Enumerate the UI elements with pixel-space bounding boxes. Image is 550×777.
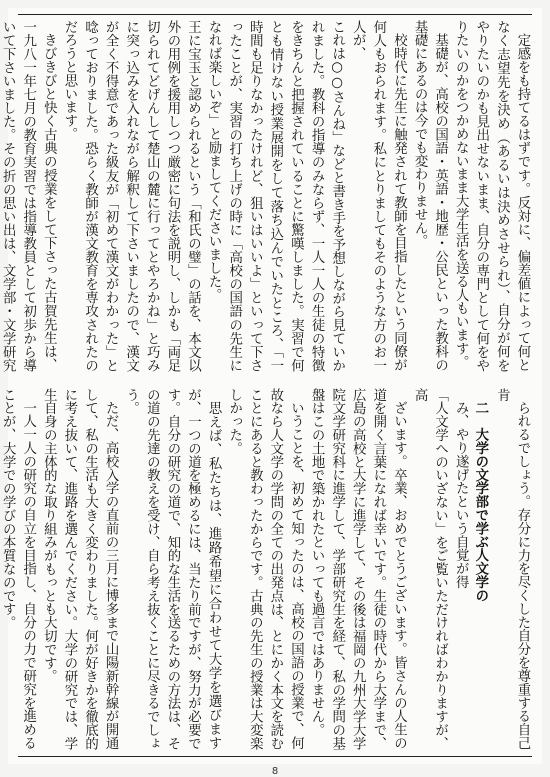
- lower-text-band: [0, 388, 532, 750]
- bottom-rule: [18, 756, 532, 757]
- paragraph: これは○○さんね」などと書き手を予想しながら見ていかれました。教科の指導のみならず、一人一人の生徒の特徴をきちんと把握されていることに驚嘆しました。実習で何とも情けない授業展開をして落ち込んでいたところ、「一時間も足りなかったけれど、狙いはいいよ」といって下さったことが、実習の打ち上げの時に「高校の国語の先生になれば楽しいぞ」と励ましてくださいました。: [206, 20, 345, 372]
- page-number: 8: [271, 766, 279, 777]
- paragraph: 一人一人の研究の自立を目指し、自分の力で研究を進めることが、大学での学びの本質なのです。: [0, 388, 36, 750]
- paragraph: 校時代に先生に触発されて教師を目指したという同僚が何人もおられます。私にとりましてもそのような方のお一人が、: [350, 20, 407, 372]
- paragraph: 「人文学へのいざない」をご覧いただければわかりますが、高: [412, 388, 448, 750]
- paragraph: 定感をも持てるはずです。反対に、偏差値によって何となく志望先を決め（あるいは決めさせられ）、自分が何をやりたいのかも見出せないまま、自分の専門として何をやりたいのかをつかめないまま大学生活を送る人もいます。: [453, 20, 530, 372]
- paragraph: ざいます。卒業、おめでとうございます。皆さんの人生の道を開く言葉になれば幸いです。生徒の時代から大学まで、広島の高校と大学に進学して、その後は福岡の九州大学大学院文学研究科に進学して、学部研究生を経て、私の学問の基盤はこの土地で築かれたといっても過言ではありません。: [309, 388, 407, 750]
- paragraph: 思えば、私たちは、進路希望に合わせて大学を選びますが、一つの道を極めるには、当たり前ですが、努力が必要です。自分の研究の道で、知的な生活を送るための方法は、その道の先達の教えを受け、自ら考え抜くことに尽きるでしょう。: [123, 388, 222, 750]
- paragraph: ただ、高校入学の直前の三月に博多まで山陽新幹線が開通して、私の生活も大きく変わりました。何が好きかを徹底的に考え抜いて、進路を選んでください。大学の研究では、学生自身の主体的な取り組みがもっとも大切です。: [41, 388, 119, 750]
- paragraph: きびきびと快く古典の授業をして下さった古賀先生は、一九八一年七月の教育実習では指導教員として初歩から導いて下さいました。その折の思い出は、文学部・文学研究: [0, 20, 57, 372]
- document-page: [0, 8, 542, 764]
- upper-text-band: [0, 20, 532, 372]
- paragraph: 基礎が、高校の国語・英語・地歴・公民といった教科の基礎にあるのは今でも変わりません。: [412, 20, 448, 372]
- section-heading: 二 大学の文学部で学ぶ人文学の: [472, 401, 489, 603]
- top-rule: [18, 14, 532, 15]
- paragraph: られるでしょう。存分に力を尽くした自分を尊重する自己肯: [494, 388, 530, 750]
- paragraph: み、やり遂げたという自覚が得: [453, 401, 469, 589]
- paragraph: 王に宝玉と認められるという「和氏の璧」の話を、本文以外の用例を援用しつつ厳密に句法を説明し、しかも「両足切られてどげんして楚山の麓に行ってとやろかね」と巧みに突っ込みを入れながら解釈して下さいましたので、漢文が全く不得意であった級友が「初めて漢文がわかった」と唸っておりました。恐らく教師が漢文教育を専攻されたのだろうと思います。: [61, 20, 201, 372]
- paragraph: いうことを、初めて知ったのは、高校の国語の授業で、何故なら人文学の学問の全ての出発点は、とにかく本文を読むことにあると教わったからです。古典の先生の授業は大変楽しかった。: [226, 388, 304, 750]
